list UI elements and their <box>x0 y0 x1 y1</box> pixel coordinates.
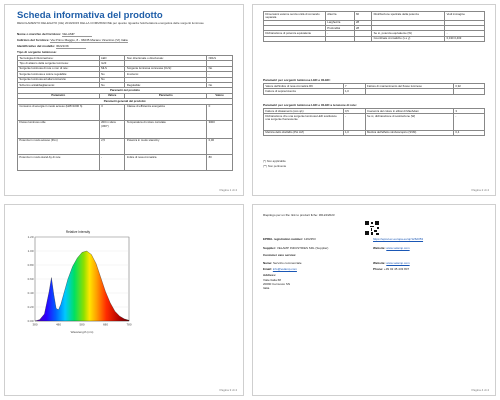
table-cell: 200 in sfera (360°) <box>99 120 125 138</box>
table-cell: No <box>99 77 125 82</box>
table-row <box>18 138 233 154</box>
eprel-value: 1262353 <box>303 237 316 241</box>
supplier-value: VELAMP INDUSTRIES SRL (Supplier) <box>276 246 329 250</box>
table-cell: Metrica dell'effetto stroboscopico (SVM) <box>365 130 453 135</box>
page-4 <box>252 204 496 396</box>
supplier-address-value: Via Primo Maggio, 8 - 36035 Marano Vicentino (VI) Italia <box>50 38 128 42</box>
table-cell: 1,0 <box>343 130 365 135</box>
page4-header: Riepilogo per un file: link to product fiche: 36124/2023 <box>263 213 335 217</box>
customer-service-label <box>263 253 296 257</box>
table-cell: 7 <box>343 84 365 89</box>
x-axis-ticks <box>32 323 131 327</box>
table-cell: NDLS <box>207 56 233 61</box>
table-cell: Potenza in modo stand-by <box>125 138 207 154</box>
x-tick-label: 680 <box>102 322 109 327</box>
table-cell: Schermo antiabbagliamento: <box>18 82 100 87</box>
table-cell: Dimensioni esterne senza unità di comando separata <box>264 12 326 21</box>
x-tick-label: 480 <box>55 322 62 327</box>
table-row <box>18 120 233 138</box>
supplier-line <box>263 246 328 250</box>
page-number: Pagina 2 di 4 <box>471 188 489 192</box>
table-cell: G23 <box>99 61 125 66</box>
website2-label: Website: <box>373 261 386 265</box>
table-cell: - <box>343 114 365 130</box>
y-tick-label: 0.20 <box>27 305 34 309</box>
params-subtitle: Parametri generali del prodotto: <box>18 99 233 104</box>
table-row <box>18 155 233 171</box>
table-cell: Fattore di mantenimento del flusso luminoso <box>365 84 453 89</box>
phone-label: Phone: <box>373 267 384 271</box>
supplier-address-label: Indirizzo del fornitore: <box>17 38 50 42</box>
y-tick-label: 0.80 <box>27 263 34 267</box>
table-cell <box>454 89 485 94</box>
table-cell: Non direzionale o direzionale: <box>125 56 207 61</box>
supplier-name-value: VELAMP <box>62 32 92 37</box>
table-cell: 28 <box>354 20 372 25</box>
led-params-table <box>263 83 485 95</box>
table-cell: Larghezza <box>325 20 354 25</box>
address-label <box>263 273 276 277</box>
table-cell: Classe di efficienza energetica <box>125 104 207 120</box>
footnote: (*) Non applicabile <box>263 159 286 163</box>
x-tick-label: 580 <box>79 322 85 327</box>
table-cell: - <box>445 31 485 36</box>
table-cell: Flusso luminoso utile <box>18 120 100 138</box>
table-cell: 0,4 <box>454 130 485 135</box>
table-cell: Metrica dello sfarfallio (Pst LM) <box>264 130 344 135</box>
document-title: Scheda informativa del prodotto <box>17 10 163 21</box>
table-cell: Tipo di attacco della sorgente luminosa: <box>18 61 100 66</box>
x-tick-label: 780 <box>126 322 132 327</box>
x-tick-label: 380 <box>32 322 38 327</box>
table-row <box>264 114 485 130</box>
table-cell: 0,430 0,403 <box>445 36 485 41</box>
regulation-intro: REGOLAMENTO DELEGATO (UE) 2019/2015 DELLA COMMISSIONE per quanto riguarda l'etichettatura energetica delle sorgenti luminose <box>17 21 204 25</box>
table-cell: 0,5 <box>343 109 365 114</box>
website-link[interactable]: www.velamp.com <box>386 246 410 250</box>
table-cell: Involucro: <box>125 72 207 77</box>
table-row <box>264 12 485 21</box>
table-cell: 0,00 <box>207 138 233 154</box>
table-cell <box>325 36 354 41</box>
table-cell: - <box>99 155 125 171</box>
table-row <box>18 104 233 120</box>
table-cell: Consumo di energia in modo acceso (kWh/1000 h) <box>18 104 100 120</box>
y-tick-label: 0.00 <box>27 319 34 323</box>
name-line <box>263 261 302 265</box>
website2-link[interactable]: www.velamp.com <box>386 261 410 265</box>
footnote: (**) Non pertinente <box>263 164 287 168</box>
table-cell: No <box>207 82 233 87</box>
name-value: Servizio commerciale <box>273 261 302 265</box>
model-id-label: Identificativo del modello: <box>17 44 56 48</box>
customer-service-title: Customer care service: <box>263 253 297 257</box>
table-cell <box>264 36 326 41</box>
eprel-line <box>263 237 316 241</box>
table-cell: Fattore di sopravvivenza <box>264 89 344 94</box>
table-cell <box>365 89 453 94</box>
website-line <box>373 246 410 250</box>
address-title: Address: <box>263 273 277 277</box>
supplier-name-label: Nome o marchio del fornitore: <box>17 32 62 36</box>
params-title: Parametri del prodotto <box>18 88 233 93</box>
email-link[interactable]: info@velamp.com <box>272 267 297 271</box>
y-tick-label: 0.60 <box>27 277 34 281</box>
table-cell: Vedi immagine <box>445 12 485 21</box>
page-2 <box>252 4 496 196</box>
model-id-line <box>17 44 86 49</box>
table-cell: 1,0 <box>343 89 365 94</box>
supplier-address-line <box>17 38 128 43</box>
y-tick-label: 0.40 <box>27 291 34 295</box>
name-label: Name: <box>263 261 273 265</box>
table-row <box>264 36 485 41</box>
website-label: Website: <box>373 246 386 250</box>
light-source-type-table <box>17 55 233 171</box>
dimensions-table <box>263 11 485 42</box>
spectral-power-chart <box>23 229 133 335</box>
table-cell: Indice di resa cromatica <box>125 155 207 171</box>
table-cell: Se sì, potenza equivalente (W) <box>372 31 445 36</box>
chart-title: Relative Intensity <box>65 230 91 234</box>
table-cell: No <box>99 72 125 77</box>
qr-code <box>365 221 379 235</box>
page-number: Pagina 4 di 4 <box>471 388 489 392</box>
table-cell: F <box>207 104 233 120</box>
table-cell: No <box>207 66 233 71</box>
table-cell: Sorgente luminosa a colore regolabile: <box>18 72 100 77</box>
table-cell <box>354 36 372 41</box>
table-cell: Potenza in modo acceso (Pon) <box>18 138 100 154</box>
table-cell: Distribuzione spettrale della potenza <box>372 12 445 21</box>
page-1 <box>4 4 244 196</box>
table-cell: Altezza <box>325 12 354 21</box>
table-cell: LED <box>99 56 125 61</box>
email-label: Email: <box>263 267 273 271</box>
mains-led-params-title: Parametri per sorgenti luminose LED e OLED a tensione di rete: <box>263 103 357 107</box>
page-3 <box>4 204 244 396</box>
address-line-3: Italia <box>263 286 270 290</box>
table-cell: Regolabile: <box>125 82 207 87</box>
y-axis-ticks <box>28 235 34 323</box>
table-cell: 3000 <box>207 120 233 138</box>
model-id-value: IR221/3K <box>56 44 86 49</box>
phone-line <box>373 267 409 271</box>
column-header: Valore <box>99 93 125 98</box>
table-cell: Profondità <box>325 25 354 30</box>
column-header: Valore <box>207 93 233 98</box>
table-cell: 28 <box>354 25 372 30</box>
column-header: Parametro <box>18 93 100 98</box>
mains-led-params-table <box>263 108 485 136</box>
table-cell: Fattore di sfasamento (cos φ1) <box>264 109 344 114</box>
address-line-1: Viale Italia 68 <box>263 278 281 282</box>
table-cell: Sorgente luminosa di rete o non di rete: <box>18 66 100 71</box>
table-cell: 80 <box>207 155 233 171</box>
table-cell: 2,5 <box>99 138 125 154</box>
table-cell: Sorgente luminosa connessa (CLS): <box>125 66 207 71</box>
table-row <box>264 89 485 94</box>
table-cell: MLS <box>99 66 125 71</box>
address-line-2: 20090 Cernusco SN <box>263 282 291 286</box>
table-cell: 3 <box>454 109 485 114</box>
table-cell: 3 <box>99 104 125 120</box>
website2-line <box>373 261 410 265</box>
led-params-title: Parametri per sorgenti luminose LED e OLED: <box>263 78 331 82</box>
table-cell: - <box>454 114 485 130</box>
table-row <box>264 130 485 135</box>
table-cell: Sorgente luminosa ad alta luminanza: <box>18 77 100 82</box>
table-cell: Coerenza del colore in ellissi di MacAdam <box>365 109 453 114</box>
page-number: Pagina 3 di 4 <box>219 388 237 392</box>
table-cell: Valore dell'indice di resa cromatica R9 <box>264 84 344 89</box>
table-cell: 60 <box>354 12 372 21</box>
x-axis-label: Wavelength (nm) <box>70 330 94 334</box>
table-cell: 0,92 <box>454 84 485 89</box>
table-cell: Potenza in modo stand-by di rete <box>18 155 100 171</box>
phone-value: +39 02 45 433 807 <box>384 267 410 271</box>
supplier-name-line <box>17 32 92 37</box>
table-cell: - <box>325 31 354 36</box>
table-cell: Coordinate cromatiche (x e y) <box>372 36 445 41</box>
table-cell: Temperatura di colore correlata <box>125 120 207 138</box>
y-tick-label: 1.20 <box>27 235 34 239</box>
y-tick-label: 1.00 <box>27 249 34 253</box>
page-number: Pagina 1 di 4 <box>219 188 237 192</box>
table-cell: No <box>99 82 125 87</box>
table-cell: - <box>207 72 233 77</box>
light-source-type-title: Tipo di sorgente luminosa: <box>17 50 57 54</box>
table-cell: Se sì, dichiarazione di sostituzione (W) <box>365 114 453 130</box>
eprel-link[interactable]: https://eprel.ec.europa.eu/qr/1262353 <box>373 237 424 241</box>
eprel-label: EPREL registration number: <box>263 237 304 241</box>
supplier-label: Supplier: <box>263 246 277 250</box>
email-line <box>263 267 297 271</box>
table-cell: Tecnologia di illuminazione: <box>18 56 100 61</box>
table-cell: Dichiarazione che una sorgente luminosa LED sostituisce una sorgente fluorescente <box>264 114 344 130</box>
column-header: Parametro <box>125 93 207 98</box>
table-cell: Dichiarazione di potenza equivalente <box>264 31 326 36</box>
